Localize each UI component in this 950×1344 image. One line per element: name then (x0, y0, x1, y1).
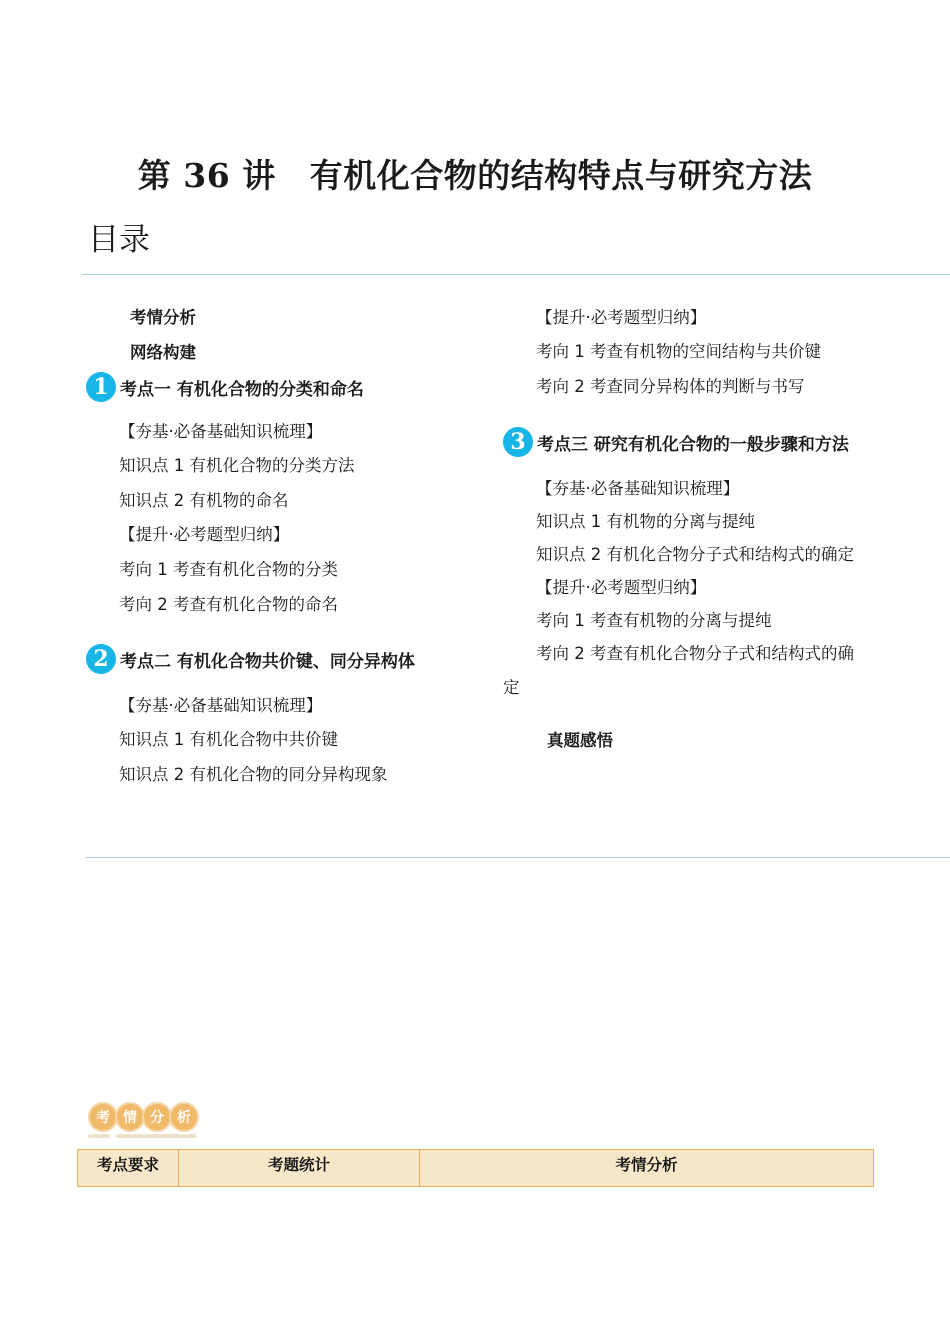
header-underline (88, 1134, 196, 1139)
header-char-badge: 析 (169, 1102, 199, 1132)
toc-item[interactable]: 【提升·必考题型归纳】 (119, 525, 290, 544)
section-title: 考点二 有机化合物共价键、同分异构体 (120, 651, 415, 672)
toc-section-3[interactable] (503, 427, 849, 457)
toc-item[interactable]: 【提升·必考题型归纳】 (536, 578, 707, 597)
lecture-subject: 有机化合物的结构特点与研究方法 (309, 156, 813, 195)
table-header-cell: 考点要求 (78, 1150, 179, 1187)
toc-item[interactable]: 考向 1 考查有机物的空间结构与共价键 (536, 342, 821, 361)
page-title (0, 150, 950, 197)
section-title: 考点一 有机化合物的分类和命名 (120, 379, 364, 400)
toc-link-exam-analysis[interactable]: 考情分析 (130, 308, 196, 327)
toc-heading: 目录 (88, 222, 150, 258)
toc-item[interactable]: 【提升·必考题型归纳】 (536, 308, 707, 327)
toc-item[interactable]: 考向 1 考查有机物的分离与提纯 (536, 611, 772, 630)
header-char-badge: 情 (115, 1102, 145, 1132)
table-header-cell: 考情分析 (420, 1150, 874, 1187)
toc-item[interactable]: 知识点 1 有机化合物中共价键 (119, 730, 338, 749)
toc-top-divider (82, 274, 950, 275)
toc-item[interactable]: 考向 2 考查有机化合物的命名 (119, 595, 338, 614)
toc-item[interactable]: 【夯基·必备基础知识梳理】 (536, 479, 740, 498)
toc-item[interactable]: 知识点 2 有机物的命名 (119, 491, 289, 510)
toc-item[interactable]: 考向 2 考查同分异构体的判断与书写 (536, 377, 805, 396)
toc-item[interactable]: 考向 2 考查有机化合物分子式和结构式的确 (536, 644, 854, 663)
toc-bottom-divider (86, 857, 950, 858)
exam-analysis-table (77, 1149, 874, 1187)
toc-item[interactable]: 知识点 2 有机化合物分子式和结构式的确定 (536, 545, 854, 564)
section-number-badge: 2 (86, 644, 116, 674)
toc-link-real-exam[interactable]: 真题感悟 (547, 731, 613, 750)
toc-section-2[interactable] (86, 644, 415, 674)
toc-link-network[interactable]: 网络构建 (130, 343, 196, 362)
lecture-number: 第 36 讲 (137, 156, 276, 195)
section-title: 考点三 研究有机化合物的一般步骤和方法 (537, 434, 849, 455)
toc-item[interactable]: 考向 1 考查有机化合物的分类 (119, 560, 338, 579)
toc-item[interactable]: 知识点 2 有机化合物的同分异构现象 (119, 765, 388, 784)
toc-section-1[interactable] (86, 372, 364, 402)
exam-analysis-header (88, 1102, 196, 1132)
table-header-cell: 考题统计 (179, 1150, 420, 1187)
toc-item[interactable]: 知识点 1 有机物的分离与提纯 (536, 512, 755, 531)
section-number-badge: 3 (503, 427, 533, 457)
header-char-badge: 分 (142, 1102, 172, 1132)
toc-item-wrap[interactable]: 定 (503, 678, 520, 697)
toc-item[interactable]: 知识点 1 有机化合物的分类方法 (119, 456, 355, 475)
toc-item[interactable]: 【夯基·必备基础知识梳理】 (119, 422, 323, 441)
header-char-badge: 考 (88, 1102, 118, 1132)
section-number-badge: 1 (86, 372, 116, 402)
toc-item[interactable]: 【夯基·必备基础知识梳理】 (119, 696, 323, 715)
table-header-row (78, 1150, 874, 1187)
